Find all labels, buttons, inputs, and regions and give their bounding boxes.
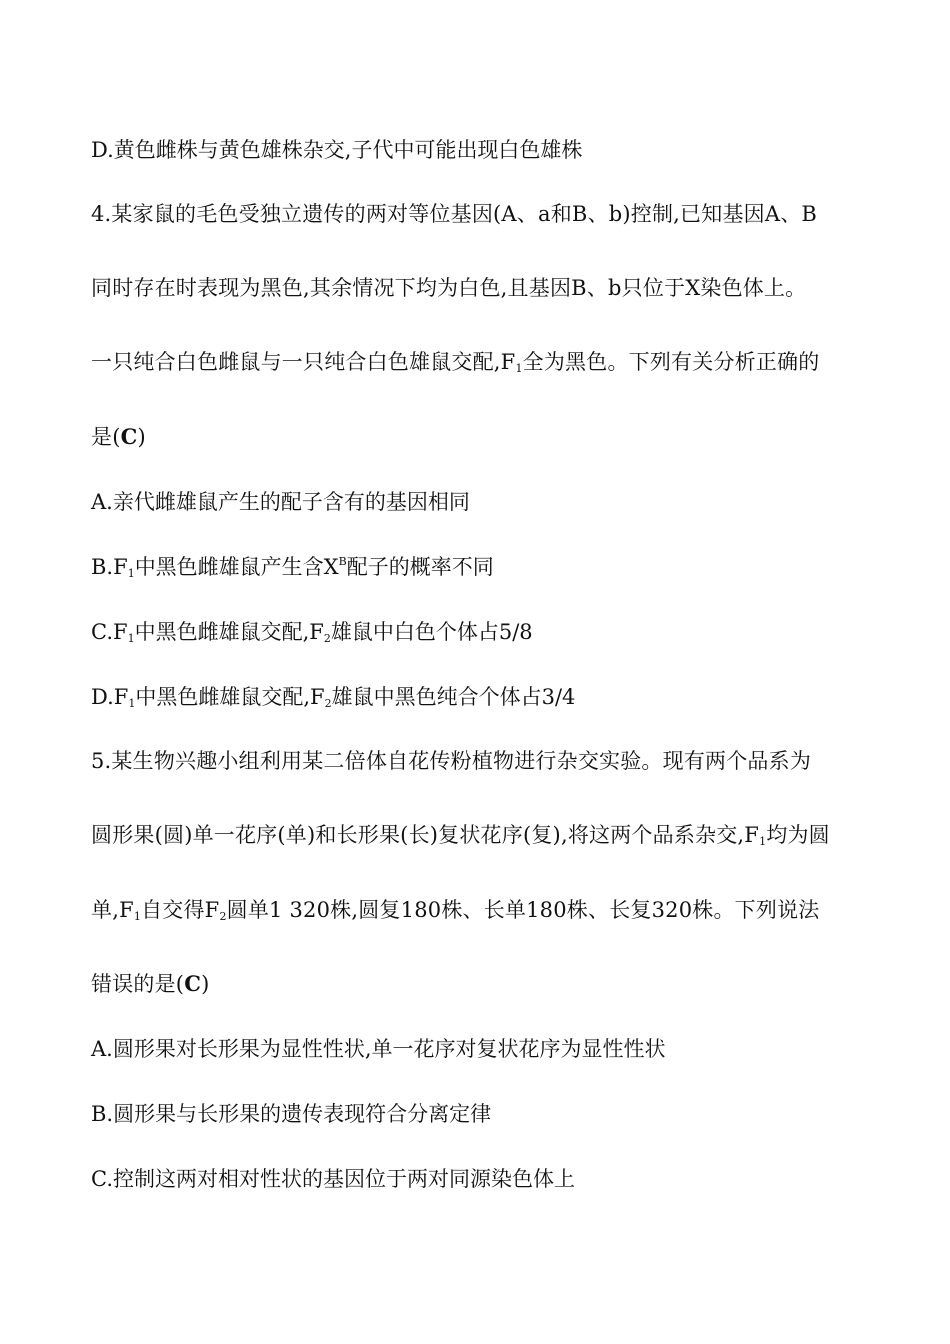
q4-option-b [91, 553, 871, 581]
q5-stem-text-3c: 圆单1 320株,圆复180株、长单180株、长复320株。下列说法 [226, 898, 820, 922]
q5-stem-text-3b: 自交得F [141, 898, 220, 922]
q5-option-b-text: B.圆形果与长形果的遗传表现符合分离定律 [91, 1102, 492, 1126]
superscript: B [338, 555, 347, 568]
q4-stem-text-4b: ) [137, 425, 146, 449]
q5-option-c-text: C.控制这两对相对性状的基因位于两对同源染色体上 [91, 1167, 575, 1191]
q4-option-a [91, 488, 871, 516]
q4-stem-line-1 [91, 200, 871, 228]
q5-option-a-text: A.圆形果对长形果为显性性状,单一花序对复状花序为显性性状 [91, 1037, 666, 1061]
q5-option-c [91, 1165, 871, 1193]
q5-stem-line-1 [91, 747, 871, 775]
q4-option-b-text-b: 中黑色雌雄鼠产生含X [134, 555, 339, 579]
q5-stem-line-3 [91, 896, 871, 924]
q4-stem-text-1: 4.某家鼠的毛色受独立遗传的两对等位基因(A、a和B、b)控制,已知基因A、B [91, 202, 818, 226]
subscript: 1 [759, 835, 767, 848]
subscript: 1 [127, 567, 135, 580]
q5-stem-text-4a: 错误的是( [91, 972, 185, 996]
q5-stem-line-2 [91, 821, 871, 849]
q4-option-d-text-b: 中黑色雌雄鼠交配,F [135, 685, 325, 709]
q4-stem-text-2: 同时存在时表现为黑色,其余情况下均为白色,且基因B、b只位于X染色体上。 [91, 276, 807, 300]
q3-option-d-text: D.黄色雌株与黄色雄株杂交,子代中可能出现白色雄株 [91, 138, 583, 162]
q4-stem-text-3a: 一只纯合白色雌鼠与一只纯合白色雄鼠交配,F [91, 350, 516, 374]
q3-option-d [91, 136, 871, 164]
q4-option-d-text-c: 雄鼠中黑色纯合个体占3/4 [331, 685, 576, 709]
subscript: 1 [133, 910, 142, 923]
q5-option-b [91, 1100, 871, 1128]
q5-answer: C [184, 971, 202, 996]
q4-option-c-text-c: 雄鼠中白色个体占5/8 [330, 620, 533, 644]
q4-option-d [91, 683, 871, 711]
q4-option-b-text-a: B.F [91, 555, 128, 579]
subscript: 1 [515, 362, 523, 375]
q5-stem-text-4b: ) [201, 972, 210, 996]
q5-stem-text-1: 5.某生物兴趣小组利用某二倍体自花传粉植物进行杂交实验。现有两个品系为 [91, 749, 812, 773]
q4-option-c-text-a: C.F [91, 620, 128, 644]
q5-stem-line-4 [91, 970, 871, 998]
q4-option-d-text-a: D.F [91, 685, 129, 709]
q4-option-a-text: A.亲代雌雄鼠产生的配子含有的基因相同 [91, 490, 470, 514]
q4-stem-line-4 [91, 423, 871, 451]
q5-stem-text-2b: 均为圆 [766, 823, 830, 847]
subscript: 1 [128, 697, 136, 710]
subscript: 2 [219, 910, 227, 923]
subscript: 2 [324, 697, 332, 710]
q5-option-a [91, 1035, 871, 1063]
subscript: 2 [323, 632, 331, 645]
q4-option-b-text-c: 配子的概率不同 [346, 555, 494, 579]
q4-stem-text-3b: 全为黑色。下列有关分析正确的 [522, 350, 820, 374]
q5-stem-text-3a: 单,F [91, 898, 134, 922]
q4-stem-line-3 [91, 348, 871, 376]
q4-answer: C [120, 424, 138, 449]
q4-option-c [91, 618, 871, 646]
q4-stem-line-2 [91, 274, 871, 302]
q4-option-c-text-b: 中黑色雌雄鼠交配,F [134, 620, 324, 644]
q5-stem-text-2a: 圆形果(圆)单一花序(单)和长形果(长)复状花序(复),将这两个品系杂交,F [91, 823, 760, 847]
subscript: 1 [127, 632, 135, 645]
q4-stem-text-4a: 是( [91, 425, 121, 449]
